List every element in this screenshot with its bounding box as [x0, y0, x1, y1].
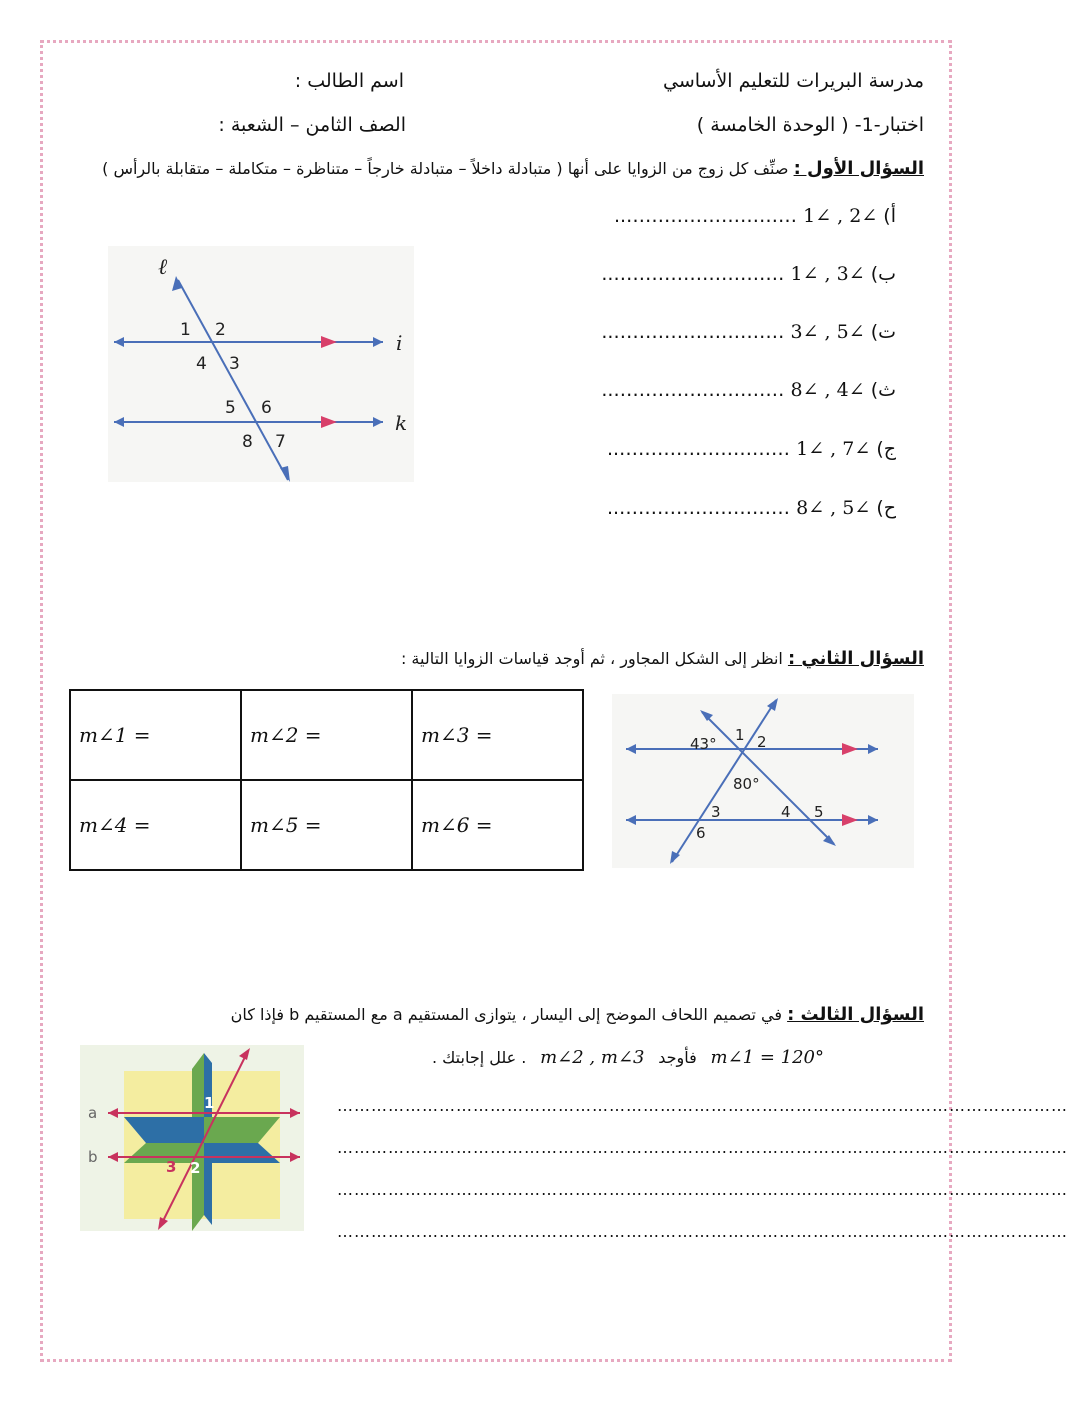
q1-text: صنِّف كل زوج من الزوايا على أنها ( متبادلة داخلاً – متبادلة خارجاً – متناظرة – متكاملة – متقابلة بالرأس ) [102, 159, 789, 178]
answer-blank[interactable]: ……………………….. [606, 438, 791, 460]
angle-label-3: 3 [229, 354, 240, 374]
answer-line[interactable]: ………………………………………………………………………………………………………………… [337, 1180, 1068, 1199]
q3-justify: . علل إجابتك . [432, 1048, 527, 1067]
q3-find: فأوجد [658, 1048, 697, 1067]
label-line-k: k [395, 411, 408, 435]
angle-label-6: 6 [696, 824, 706, 842]
angle-43-label: 43° [690, 735, 717, 753]
q1-figure [108, 246, 414, 482]
q3-given-line [432, 1047, 824, 1068]
answer-line[interactable]: ………………………………………………………………………………………………………………… [337, 1096, 1068, 1115]
figure-background [108, 246, 414, 482]
answer-blank[interactable]: ……………………….. [601, 263, 785, 285]
angle-table [69, 689, 584, 871]
answer-blank[interactable]: ……………………….. [601, 379, 785, 401]
label-transversal: ℓ [158, 255, 168, 280]
angle-label-3: 3 [166, 1158, 177, 1176]
q2-heading [401, 648, 924, 669]
angle-label-1: 1 [735, 726, 745, 744]
quilt-figure [80, 1045, 304, 1231]
q2-figure [612, 694, 914, 868]
q3-targets: m∠2 , m∠3 [540, 1047, 645, 1068]
label-line-i: i [396, 331, 403, 355]
school-name: مدرسة البريرات للتعليم الأساسي [663, 70, 924, 92]
q3-text: في تصميم اللحاف الموضح إلى اليسار ، يتوازى المستقيم a مع المستقيم b فإذا كان [230, 1005, 782, 1024]
angle-label-4: 4 [781, 803, 791, 821]
table-cell[interactable]: m∠2 = [241, 690, 412, 780]
q1-heading [64, 158, 924, 179]
q3-title: السؤال الثالث : [787, 1004, 924, 1025]
answer-blank[interactable]: ……………………….. [613, 205, 798, 227]
q2-text: انظر إلى الشكل المجاور ، ثم أوجد قياسات الزوايا التالية : [400, 649, 783, 668]
q1-title: السؤال الأول : [793, 158, 924, 179]
q1-item: ب) ∠3 , ∠1 ……………………….. [601, 263, 896, 285]
angle-label-2: 2 [190, 1159, 201, 1177]
table-cell[interactable]: m∠6 = [412, 780, 583, 870]
answer-blank[interactable]: ……………………….. [601, 321, 785, 343]
q1-item: ج) ∠7 , ∠1 ……………………….. [606, 438, 896, 460]
answer-line[interactable]: ………………………………………………………………………………………………………………… [337, 1222, 1068, 1241]
test-title: اختبار-1- ( الوحدة الخامسة ) [696, 114, 924, 136]
angle-label-2: 2 [757, 733, 767, 751]
label-b: b [88, 1148, 98, 1166]
angle-80-label: 80° [733, 775, 760, 793]
angle-label-1: 1 [204, 1094, 215, 1112]
label-a: a [88, 1104, 98, 1122]
angle-label-3: 3 [711, 803, 721, 821]
angle-label-2: 2 [215, 320, 226, 340]
table-cell[interactable]: m∠4 = [70, 780, 241, 870]
student-name-label: اسم الطالب : [294, 70, 404, 92]
table-cell[interactable]: m∠1 = [70, 690, 241, 780]
angle-label-5: 5 [225, 398, 236, 418]
angle-label-8: 8 [242, 432, 253, 452]
q2-title: السؤال الثاني : [787, 648, 924, 669]
angle-label-4: 4 [196, 354, 207, 374]
answer-blank[interactable]: ……………………….. [606, 497, 791, 519]
answer-line[interactable]: ………………………………………………………………………………………………………………… [337, 1138, 1068, 1157]
table-cell[interactable]: m∠5 = [241, 780, 412, 870]
q1-item: ح) ∠5 , ∠8 ……………………….. [606, 497, 896, 519]
q1-item: ت) ∠5 , ∠3 ……………………….. [601, 321, 896, 343]
angle-label-7: 7 [275, 432, 286, 452]
q1-item: أ) ∠2 , ∠1 ……………………….. [613, 205, 896, 227]
q1-item: ث) ∠4 , ∠8 ……………………….. [601, 379, 896, 401]
q3-heading [231, 1004, 924, 1025]
class-label: الصف الثامن – الشعبة : [218, 114, 406, 136]
q3-given: m∠1 = 120° [710, 1047, 824, 1068]
table-cell[interactable]: m∠3 = [412, 690, 583, 780]
angle-label-5: 5 [814, 803, 824, 821]
angle-label-6: 6 [261, 398, 272, 418]
angle-label-1: 1 [180, 320, 191, 340]
